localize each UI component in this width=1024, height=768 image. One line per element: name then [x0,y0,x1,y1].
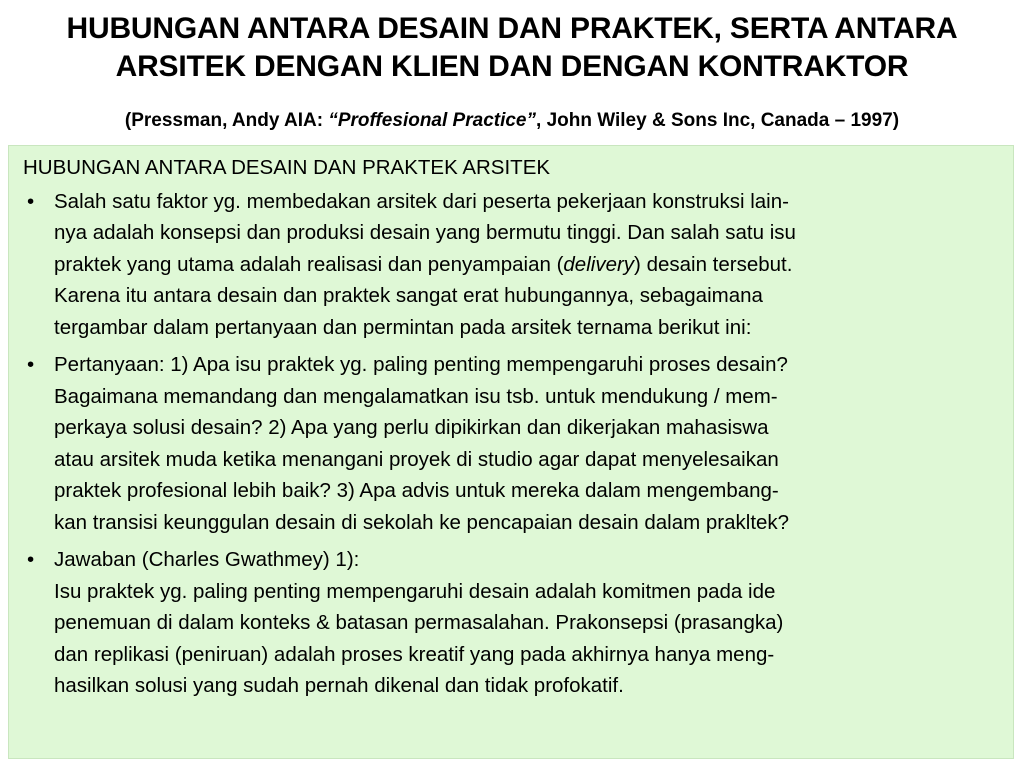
title-line-2: ARSITEK DENGAN KLIEN DAN DENGAN KONTRAKTOR [115,50,909,83]
bullet-icon: • [27,189,35,213]
item1-line1: Salah satu faktor yg. membedakan arsitek dari peserta pekerjaan konstruksi lain- [54,189,789,213]
item2-line3: perkaya solusi desain? 2) Apa yang perlu dipikirkan dan dikerjakan mahasiswa [54,416,769,439]
item1-line2: nya adalah konsepsi dan produksi desain yang bermutu tinggi. Dan salah satu isu [54,221,796,244]
title-line-1: HUBUNGAN ANTARA DESAIN DAN PRAKTEK, SERTA ANTARA [66,12,958,45]
list-item [21,349,1001,538]
list-item [21,544,1001,702]
citation-work-title: “Proffesional Practice” [328,110,537,131]
content-box [8,145,1014,759]
item1-line4: Karena itu antara desain dan praktek sangat erat hubungannya, sebagaimana [54,284,763,307]
item2-line4: atau arsitek muda ketika menangani proyek di studio agar dapat menyelesaikan [54,447,779,471]
citation-prefix: (Pressman, Andy AIA: [124,110,329,131]
item2-line2: Bagaimana memandang dan mengalamatkan isu tsb. untuk mendukung / mem- [54,384,778,408]
item3-line5: hasilkan solusi yang sudah pernah dikenal dan tidak profokatif. [54,674,624,697]
bullet-icon: • [27,353,35,376]
list-item [21,186,1001,344]
item2-line1: Pertanyaan: 1) Apa isu praktek yg. paling penting mempengaruhi proses desain? [54,353,788,376]
section-heading: HUBUNGAN ANTARA DESAIN DAN PRAKTEK ARSITEK [23,156,551,179]
item3-line2: Isu praktek yg. paling penting mempengaruhi desain adalah komitmen pada ide [54,579,776,603]
slide-title [0,10,1024,86]
bullet-list [21,186,1001,702]
item3-line4: dan replikasi (peniruan) adalah proses kreatif yang pada akhirnya hanya meng- [54,642,775,666]
item3-line3: penemuan di dalam konteks & batasan permasalahan. Prakonsepsi (prasangka) [54,611,784,634]
item2-line5: praktek profesional lebih baik? 3) Apa advis untuk mereka dalam mengembang- [54,479,779,502]
bullet-icon: • [27,548,35,571]
item1-line3 [54,249,1001,281]
citation-suffix: , John Wiley & Sons Inc, Canada – 1997) [536,110,900,131]
delivery-emphasis: delivery [563,252,635,276]
item3-line1: Jawaban (Charles Gwathmey) 1): [54,548,360,571]
citation [0,108,1024,134]
item1-line3-b: ) desain tersebut. [634,252,793,276]
item2-line6: kan transisi keunggulan desain di sekolah ke pencapaian desain dalam prakltek? [54,510,790,534]
item1-line3-a: praktek yang utama adalah realisasi dan penyampaian ( [54,252,564,276]
item1-line5: tergambar dalam pertanyaan dan permintan pada arsitek ternama berikut ini: [54,315,752,339]
